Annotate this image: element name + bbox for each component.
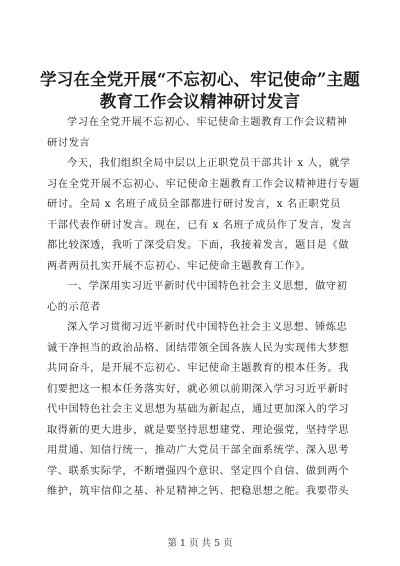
text-line: 研讨。全局 x 名班子成员全部都进行研讨发言，x 名正职党员 xyxy=(47,199,341,210)
document-body xyxy=(47,113,360,503)
body-paragraph xyxy=(47,318,360,503)
title-line-1: 学习在全党开展“不忘初心、牢记使命”主题 xyxy=(40,70,360,89)
text-line: 都比较深透，我听了深受启发。下面，我接着发言，题目是《做 xyxy=(47,240,350,251)
text-line: 用贯通、知信行统一，推动广大党员干部全面系统学、深入思考 xyxy=(47,445,350,456)
text-line: 学、联系实际学，不断增强四个意识、坚定四个自信、做到两个 xyxy=(47,465,350,477)
text-line: 心的示范者 xyxy=(47,301,101,313)
text-line: 干部代表作研讨发言。现在，已有 x 名班子成员作了发言，发言 xyxy=(47,219,353,231)
text-line: 学习在全党开展不忘初心、牢记使命主题教育工作会议精神 xyxy=(67,117,348,128)
text-line: 取得新的更大进步，就是要坚持思想建党、理论强党，坚持学思 xyxy=(47,424,350,436)
text-line: 深入学习贯彻习近平新时代中国特色社会主义思想、锤炼忠 xyxy=(67,322,348,333)
text-line: 研讨发言 xyxy=(47,137,91,149)
subtitle-paragraph xyxy=(47,113,360,154)
page-number-footer: 第 1 页 共 5 页 xyxy=(167,538,233,549)
document-title xyxy=(30,69,370,113)
text-line: 一、学深用实习近平新时代中国特色社会主义思想，做守初 xyxy=(67,281,348,292)
section-heading xyxy=(47,277,360,318)
text-line: 共同奋斗，是开展不忘初心、牢记使命主题教育的根本任务。我 xyxy=(47,363,350,374)
text-line: 代中国特色社会主义思想为基础为新起点，通过更加深入的学习 xyxy=(47,404,350,415)
text-line: 们要把这一根本任务落实好，就必须以前期深入学习习近平新时 xyxy=(47,383,350,395)
text-line: 维护，筑牢信仰之基、补足精神之钙、把稳思想之舵。我要带头 xyxy=(47,486,350,497)
intro-paragraph xyxy=(47,154,360,277)
text-line: 今天，我们组织全局中层以上正职党员干部共计 x 人，就学 xyxy=(67,158,351,169)
title-line-2: 教育工作会议精神研讨发言 xyxy=(99,92,301,111)
text-line: 诚干净担当的政治品格、团结带领全国各族人民为实现伟大梦想 xyxy=(47,342,350,354)
text-line: 习在全党开展不忘初心、牢记使命主题教育工作会议精神进行专题 xyxy=(47,178,360,190)
text-line: 两者两员扎实开展不忘初心、牢记使命主题教育工作》。 xyxy=(47,260,312,272)
